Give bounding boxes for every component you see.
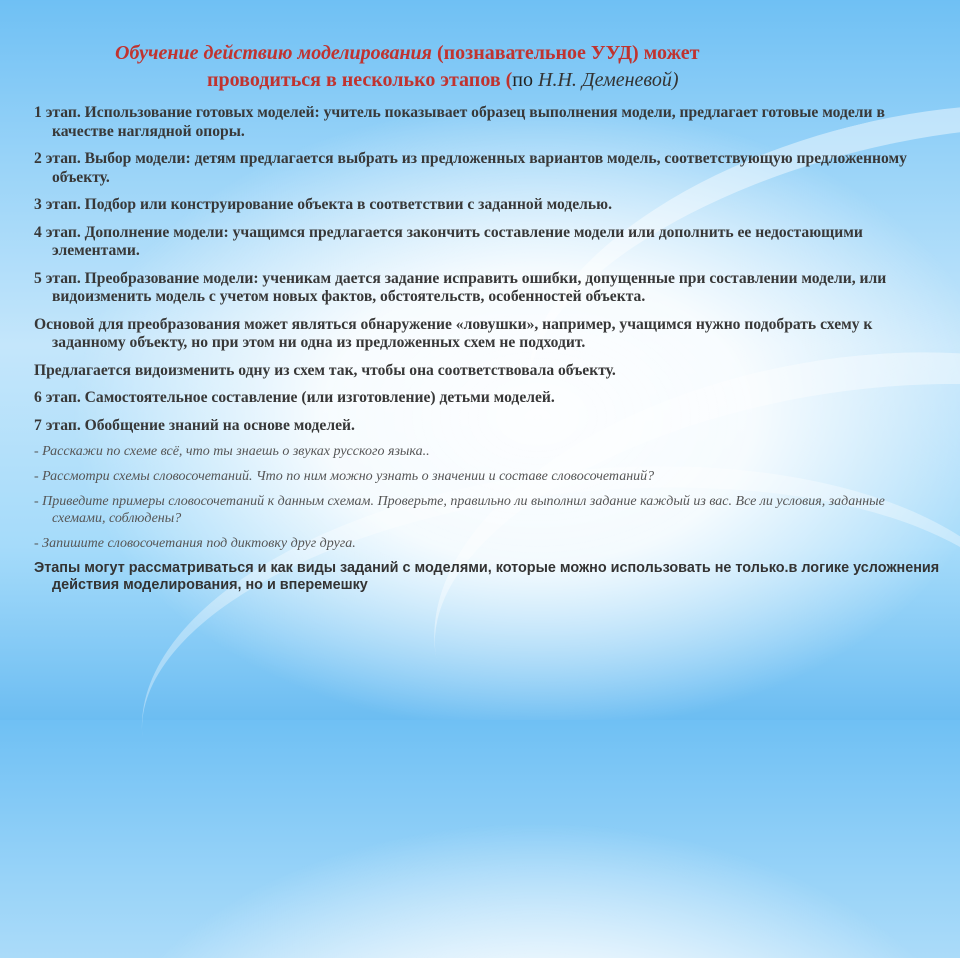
transformation-paragraph: Основой для преобразования может являться обнаружение «ловушки», например, учащимся нужно подобрать схему к заданному объекту, но при этом ни одна из предложенных схем не подходит. bbox=[34, 315, 873, 351]
stage-4-paragraph: 4 этап. Дополнение модели: учащимся предлагается закончить составление модели или дополнить ее недостающими элементами. bbox=[34, 223, 863, 259]
title-line2-bold: проводиться в несколько этапов ( bbox=[207, 69, 513, 91]
stage-3-paragraph: 3 этап. Подбор или конструирование объекта в соответствии с заданной моделью. bbox=[34, 196, 612, 213]
title-author: Н.Н. Деменевой) bbox=[538, 69, 679, 91]
title-part: (познавательное УУД) может bbox=[431, 42, 700, 64]
stage-2-paragraph: 2 этап. Выбор модели: детям предлагается выбрать из предложенных вариантов модель, соответствующую предложенному объекту. bbox=[34, 150, 907, 186]
example-item: - Расскажи по схеме всё, что ты знаешь о звуках русского языка.. bbox=[34, 444, 430, 459]
stage-7-paragraph: 7 этап. Обобщение знаний на основе моделей. bbox=[34, 416, 355, 434]
slide-content bbox=[34, 104, 940, 594]
stage-6-paragraph: 6 этап. Самостоятельное составление (или изготовление) детьми моделей. bbox=[34, 389, 555, 406]
title-by: по bbox=[512, 69, 538, 91]
stage-1-paragraph: 1 этап. Использование готовых моделей: учитель показывает образец выполнения модели, предлагает готовые модели в качестве наглядной опоры. bbox=[34, 104, 885, 140]
example-item: - Приведите примеры словосочетаний к данным схемам. Проверьте, правильно ли выполнил задание каждый из вас. Все ли условия, заданные схемами, соблюдены? bbox=[34, 494, 885, 526]
modify-scheme-paragraph: Предлагается видоизменить одну из схем так, чтобы она соответствовала объекту. bbox=[34, 361, 616, 379]
title-line-2 bbox=[115, 67, 915, 94]
example-item: - Запишите словосочетания под диктовку друг друга. bbox=[34, 536, 356, 551]
title-italic-part: Обучение действию моделирования bbox=[115, 42, 432, 64]
example-item: - Рассмотри схемы словосочетаний. Что по ним можно узнать о значении и составе словосочетаний? bbox=[34, 469, 655, 484]
closing-paragraph: Этапы могут рассматриваться и как виды заданий с моделями, которые можно использовать не только.в логике усложнения действия моделирования, но и вперемешку bbox=[34, 560, 940, 593]
slide-title bbox=[115, 40, 915, 94]
stage-5-paragraph: 5 этап. Преобразование модели: ученикам дается задание исправить ошибки, допущенные при составлении модели, или видоизменить модель с учетом новых фактов, обстоятельств, особенностей объекта. bbox=[34, 269, 887, 305]
